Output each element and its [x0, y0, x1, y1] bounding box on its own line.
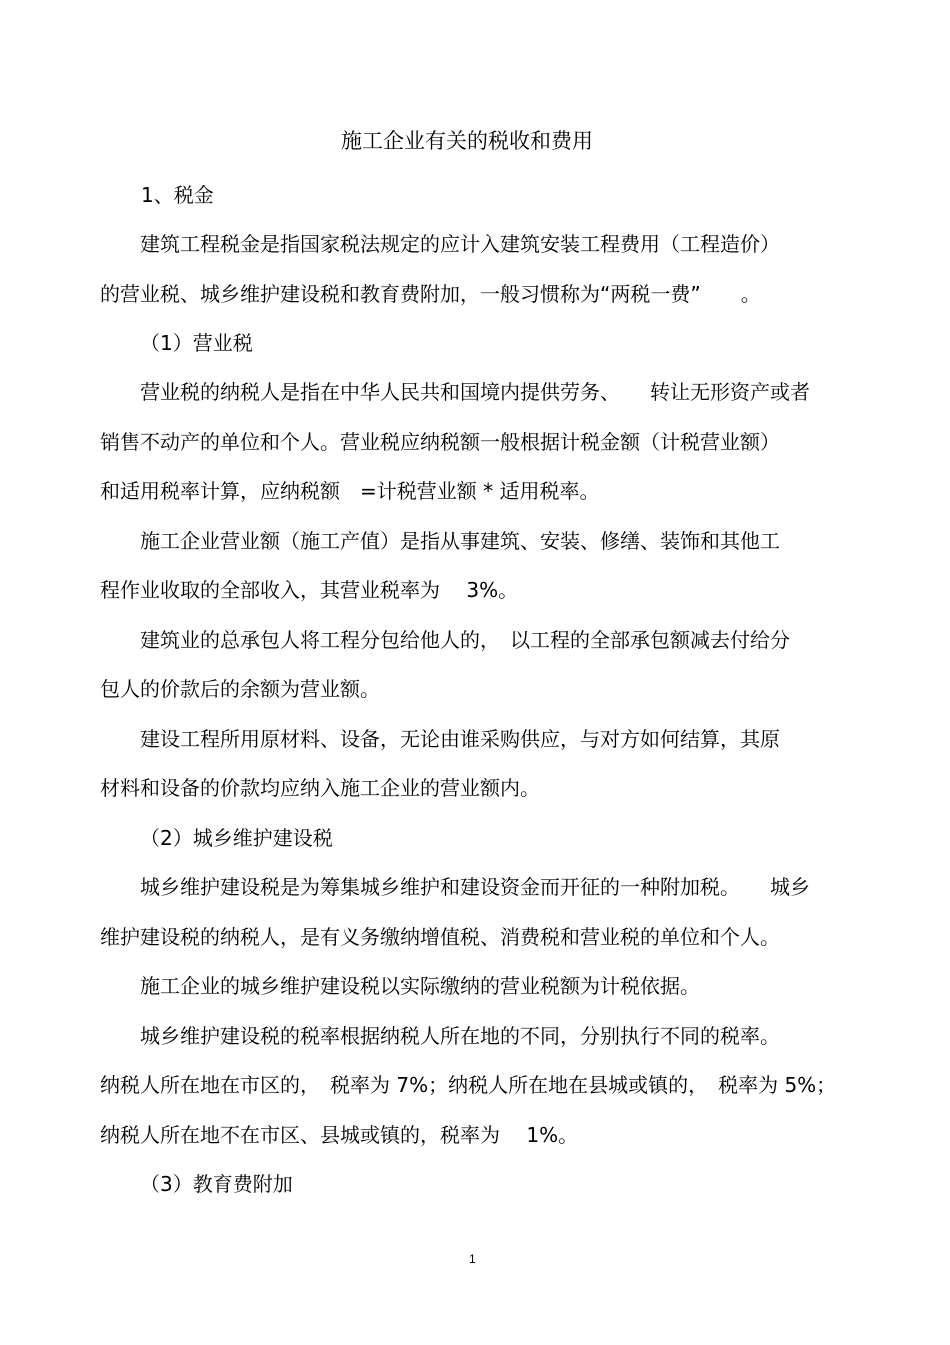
paragraph-line: 纳税人所在地在市区的， 税率为 7%；纳税人所在地在县城或镇的， 税率为 5%；	[100, 1073, 837, 1097]
paragraph-line: 的营业税、城乡维护建设税和教育费附加，一般习惯称为“两税一费” 。	[100, 282, 761, 306]
paragraph-line: 建设工程所用原材料、设备，无论由谁采购供应，与对方如何结算，其原	[140, 727, 780, 751]
section-heading-taxes: 1、税金	[141, 183, 214, 207]
paragraph-line: 销售不动产的单位和个人。营业税应纳税额一般根据计税金额（计税营业额）	[100, 430, 780, 454]
paragraph-line: 纳税人所在地不在市区、县城或镇的，税率为 1%。	[100, 1123, 579, 1147]
paragraph-line: 建筑工程税金是指国家税法规定的应计入建筑安装工程费用（工程造价）	[140, 232, 780, 256]
paragraph-line: 城乡维护建设税的税率根据纳税人所在地的不同，分别执行不同的税率。	[140, 1024, 780, 1048]
paragraph-line: 施工企业的城乡维护建设税以实际缴纳的营业税额为计税依据。	[140, 974, 700, 998]
page-number: 1	[469, 1252, 476, 1266]
paragraph-line: 包人的价款后的余额为营业额。	[100, 677, 380, 701]
paragraph-line: 建筑业的总承包人将工程分包给他人的， 以工程的全部承包额减去付给分	[140, 628, 790, 652]
subsection-heading-urban-maintenance-tax: （2）城乡维护建设税	[140, 826, 333, 850]
subsection-heading-education-surcharge: （3）教育费附加	[140, 1172, 293, 1196]
document-title: 施工企业有关的税收和费用	[341, 129, 593, 153]
paragraph-line: 和适用税率计算，应纳税额 =计税营业额 * 适用税率。	[100, 479, 600, 503]
paragraph-line: 材料和设备的价款均应纳入施工企业的营业额内。	[100, 776, 540, 800]
paragraph-line: 营业税的纳税人是指在中华人民共和国境内提供劳务、 转让无形资产或者	[140, 380, 810, 404]
paragraph-line: 城乡维护建设税是为筹集城乡维护和建设资金而开征的一种附加税。 城乡	[140, 875, 810, 899]
paragraph-line: 程作业收取的全部收入，其营业税率为 3%。	[100, 578, 519, 602]
paragraph-line: 维护建设税的纳税人，是有义务缴纳增值税、消费税和营业税的单位和个人。	[100, 925, 780, 949]
paragraph-line: 施工企业营业额（施工产值）是指从事建筑、安装、修缮、装饰和其他工	[140, 529, 780, 553]
subsection-heading-business-tax: （1）营业税	[140, 331, 253, 355]
